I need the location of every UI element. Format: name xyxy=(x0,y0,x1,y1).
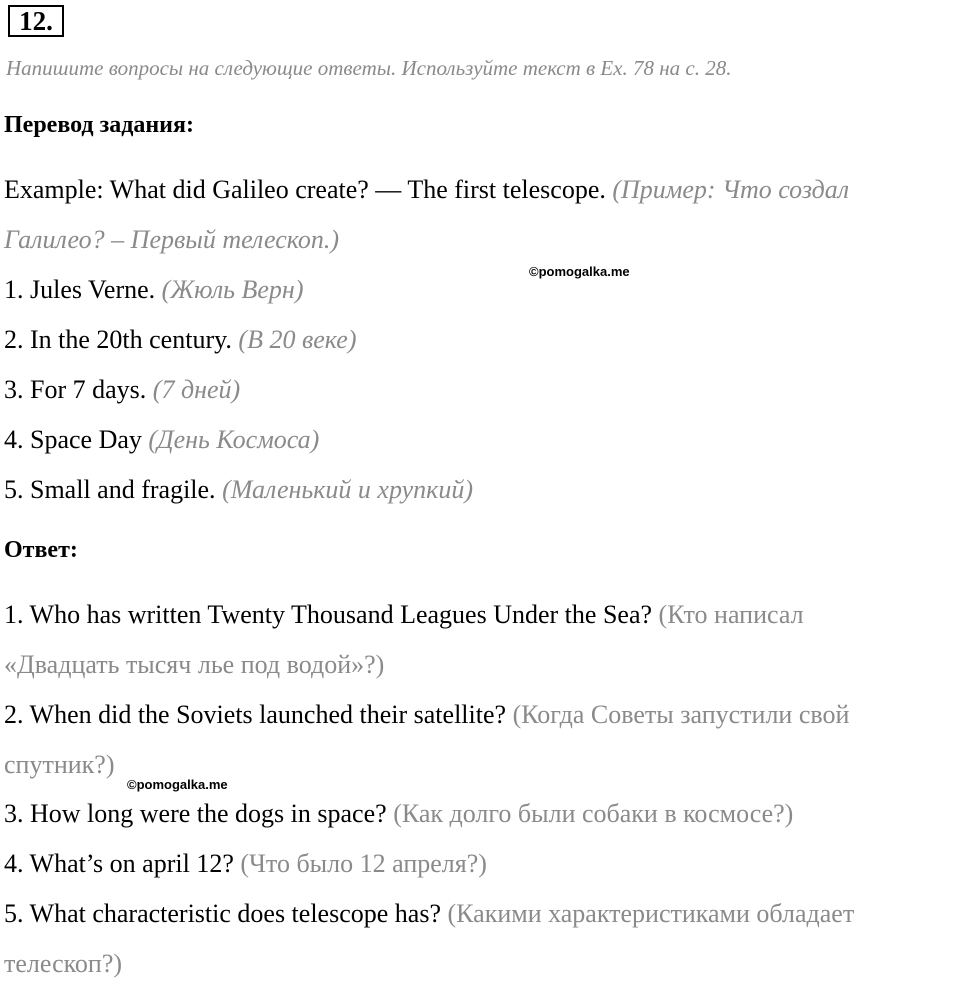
answer-ru-1: (Что было 12 апреля?) xyxy=(240,849,487,878)
example-line xyxy=(4,174,849,206)
answer-item xyxy=(4,699,849,731)
answer-item xyxy=(4,599,804,631)
answer-item-cont xyxy=(4,749,114,781)
task-item-en: 3. For 7 days. xyxy=(4,375,147,404)
answer-en: 4. What’s on april 12? xyxy=(4,849,234,878)
example-en: Example: What did Galileo create? — The first telescope. xyxy=(4,175,606,204)
task-item-en: 1. Jules Verne. xyxy=(4,275,156,304)
answer-item-cont xyxy=(4,649,384,681)
task-item xyxy=(4,374,240,406)
exercise-number: 12. xyxy=(8,5,64,37)
task-item-ru: (День Космоса) xyxy=(148,425,320,454)
task-item-en: 4. Space Day xyxy=(4,425,142,454)
answer-item xyxy=(4,848,487,880)
example-ru-2: Галилео? – Первый телескоп.) xyxy=(4,225,340,254)
task-item-ru: (Маленький и хрупкий) xyxy=(222,475,473,504)
answer-en: 1. Who has written Twenty Thousand Leagues Under the Sea? xyxy=(4,600,653,629)
answer-ru-2: «Двадцать тысяч лье под водой»?) xyxy=(4,650,385,679)
answer-ru-1: (Когда Советы запустили свой xyxy=(512,700,850,729)
task-item-en: 2. In the 20th century. xyxy=(4,325,232,354)
task-item xyxy=(4,474,473,506)
task-item xyxy=(4,274,303,306)
answer-ru-1: (Какими характеристиками обладает xyxy=(447,899,855,928)
answer-item xyxy=(4,798,793,830)
watermark: ©pomogalka.me xyxy=(127,777,228,792)
answer-item-cont xyxy=(4,948,122,980)
watermark: ©pomogalka.me xyxy=(529,264,630,279)
answer-en: 5. What characteristic does telescope has? xyxy=(4,899,441,928)
task-item xyxy=(4,324,357,356)
example-ru-1: (Пример: Что создал xyxy=(612,175,850,204)
task-item xyxy=(4,424,319,456)
answer-ru-1: (Как долго были собаки в космосе?) xyxy=(393,799,794,828)
answer-item xyxy=(4,898,854,930)
answer-ru-2: спутник?) xyxy=(4,750,115,779)
task-item-en: 5. Small and fragile. xyxy=(4,475,216,504)
task-item-ru: (Жюль Верн) xyxy=(161,275,304,304)
task-item-ru: (В 20 веке) xyxy=(238,325,357,354)
answer-ru-2: телескоп?) xyxy=(4,949,123,978)
task-item-ru: (7 дней) xyxy=(152,375,241,404)
answer-en: 3. How long were the dogs in space? xyxy=(4,799,387,828)
answer-en: 2. When did the Soviets launched their satellite? xyxy=(4,700,507,729)
translation-heading: Перевод задания: xyxy=(4,112,194,138)
answer-heading: Ответ: xyxy=(4,537,78,563)
answer-ru-1: (Кто написал xyxy=(658,600,804,629)
instruction-text: Напишите вопросы на следующие ответы. Используйте текст в Ex. 78 на с. 28. xyxy=(6,56,732,80)
example-line-2 xyxy=(4,224,339,256)
